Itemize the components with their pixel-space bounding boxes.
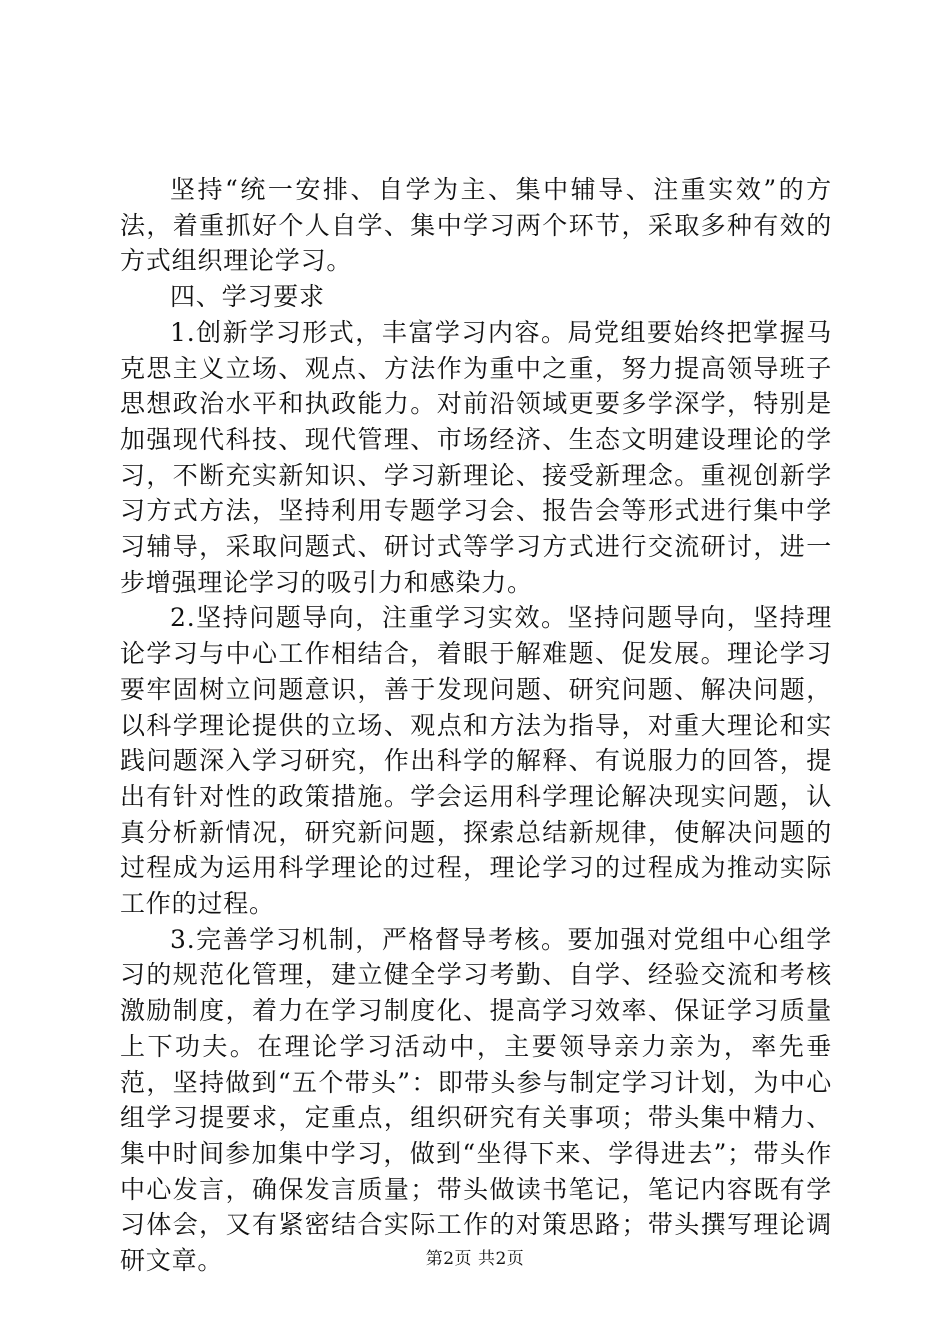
document-body <box>120 172 832 1279</box>
paragraph-method: 坚持“统一安排、自学为主、集中辅导、注重实效”的方法，着重抓好个人自学、集中学习两个环节，采取多种有效的方式组织理论学习。 <box>120 175 832 276</box>
paragraph-item-2: 2.坚持问题导向，注重学习实效。坚持问题导向，坚持理论学习与中心工作相结合，着眼于解难题、促发展。理论学习要牢固树立问题意识，善于发现问题、研究问题、解决问题，以科学理论提供的立场、观点和方法为指导，对重大理论和实践问题深入学习研究，作出科学的解释、有说服力的回答，提出有针对性的政策措施。学会运用科学理论解决现实问题，认真分析新情况，研究新问题，探索总结新规律，使解决问题的过程成为运用科学理论的过程，理论学习的过程成为推动实际工作的过程。 <box>120 603 832 919</box>
section-heading-requirements: 四、学习要求 <box>170 282 325 312</box>
paragraph-item-1: 1.创新学习形式，丰富学习内容。局党组要始终把掌握马克思主义立场、观点、方法作为重中之重，努力提高领导班子思想政治水平和执政能力。对前沿领域更要多学深学，特别是加强现代科技、现代管理、市场经济、生态文明建设理论的学习，不断充实新知识、学习新理论、接受新理念。重视创新学习方式方法，坚持利用专题学习会、报告会等形式进行集中学习辅导，采取问题式、研讨式等学习方式进行交流研讨，进一步增强理论学习的吸引力和感染力。 <box>120 317 832 597</box>
page-footer: 第2页 共2页 <box>425 1249 525 1269</box>
paragraph-item-3: 3.完善学习机制，严格督导考核。要加强对党组中心组学习的规范化管理，建立健全学习考勤、自学、经验交流和考核激励制度，着力在学习制度化、提高学习效率、保证学习质量上下功夫。在理论学习活动中，主要领导亲力亲为，率先垂范，坚持做到“五个带头”：即带头参与制定学习计划，为中心组学习提要求，定重点，组织研究有关事项；带头集中精力、集中时间参加集中学习，做到“坐得下来、学得进去”；带头作中心发言，确保发言质量；带头做读书笔记，笔记内容既有学习体会，又有紧密结合实际工作的对策思路；带头撰写理论调研文章。 <box>120 924 832 1276</box>
